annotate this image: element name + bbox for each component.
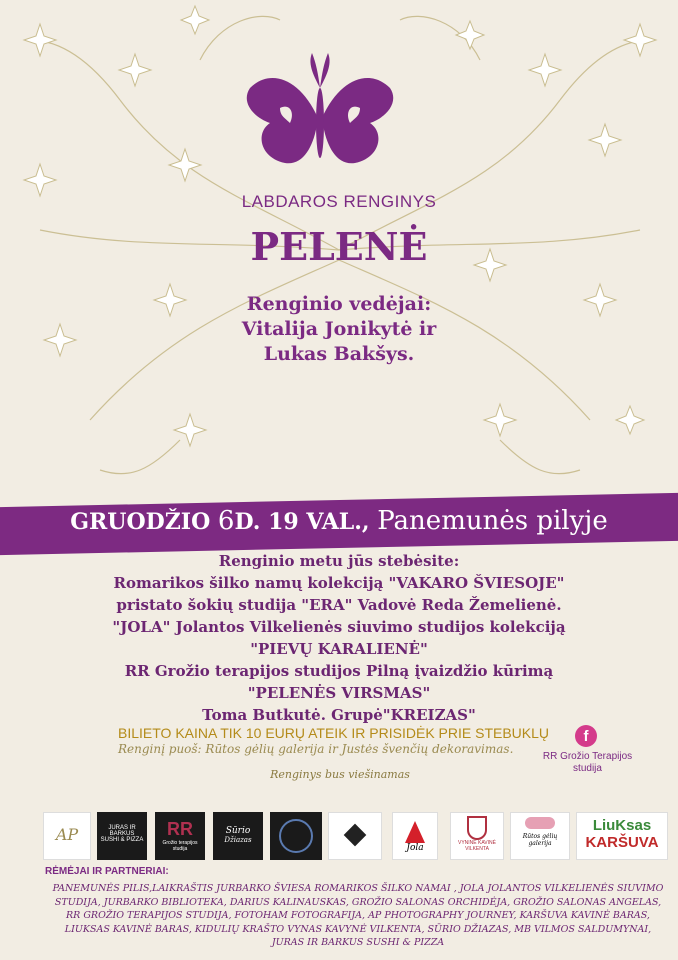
logo-black-mark bbox=[328, 812, 382, 860]
logo-subtext: Grožio terapijos studija bbox=[162, 840, 198, 852]
facebook-name-line: studija bbox=[573, 763, 602, 774]
program-line: RR Grožio terapijos studijos Pilną įvaizdžio kūrimą bbox=[124, 662, 554, 680]
program-line: "PIEVŲ KARALIENĖ" bbox=[250, 640, 428, 658]
partners-heading: RĖMĖJAI IR PARTNERIAI: bbox=[45, 866, 169, 877]
venue: Panemunės pilyje bbox=[377, 506, 608, 536]
logo-jola bbox=[392, 812, 438, 860]
logo-liuksas-karsuva bbox=[576, 812, 668, 860]
logo-vilkenta bbox=[450, 812, 504, 860]
program-line: pristato šokių studija "ERA" Vadovė Reda Žemelienė. bbox=[116, 596, 562, 614]
ticket-price: BILIETO KAINA TIK 10 EURŲ ATEIK IR PRISIDĖK PRIE STEBUKLŲ bbox=[118, 725, 550, 741]
hosts-label: Renginio vedėjai: bbox=[246, 293, 432, 315]
publicity-note: Renginys bus viešinamas bbox=[270, 768, 410, 781]
logo-text: Rūtos gėlių bbox=[522, 833, 558, 840]
logo-ap bbox=[43, 812, 91, 860]
program-line: Renginio metu jūs stebėsite: bbox=[218, 552, 460, 570]
logo-text: Jola bbox=[406, 843, 424, 853]
logo-mark bbox=[344, 824, 367, 847]
logo-subtext: VILKENTA bbox=[465, 846, 489, 852]
facebook-name-line: RR Grožio Terapijos bbox=[542, 751, 633, 762]
event-title: PELENĖ bbox=[250, 224, 428, 269]
flowers-icon bbox=[525, 817, 555, 829]
event-type: LABDAROS RENGINYS bbox=[241, 192, 437, 211]
logo-subtext: KARŠUVA bbox=[585, 834, 659, 851]
hosts-names-1: Vitalija Jonikytė ir bbox=[241, 318, 437, 340]
date-day: 6 bbox=[217, 506, 235, 536]
logo-subtext: galerija bbox=[528, 840, 552, 847]
date-month: GRUODŽIO bbox=[70, 509, 218, 535]
logo-subtext: SUSHI & PIZZA bbox=[100, 837, 144, 843]
logo-juras-barkus bbox=[97, 812, 147, 860]
logo-surio-dziazas bbox=[213, 812, 263, 860]
date-location bbox=[0, 506, 678, 536]
logo-rr bbox=[155, 812, 205, 860]
logo-text: VYNINĖ KAVINĖ bbox=[458, 840, 496, 846]
decor-credit: Renginį puoš: Rūtos gėlių galerija ir Justės švenčių dekoravimas. bbox=[118, 742, 514, 756]
hosts-block bbox=[0, 292, 678, 367]
program-line: Toma Butkutė. Grupė"KREIZAS" bbox=[202, 706, 476, 724]
logo-text: JURAS IR BARKUS bbox=[108, 825, 136, 837]
date-time: D. 19 VAL., bbox=[234, 509, 378, 535]
program-line: Romarikos šilko namų kolekciją "VAKARO ŠVIESOJE" bbox=[113, 574, 565, 592]
logo-subtext: Džiazas bbox=[224, 836, 252, 844]
partners-list: PANEMUNĖS PILIS,LAIKRAŠTIS JURBARKO ŠVIESA ROMARIKOS ŠILKO NAMAI , JOLA JOLANTOS VILKELIENĖS SIUVIMO STUDIJA, JURBARKO BIBLIOTEKA, DARIUS KALINAUSKAS, GROŽIO SALONAS ORCHIDĖJA, GROŽIO SALONAS ANGELAS, RR GROŽIO TERAPIJOS STUDIJA, FOTOHAM FOTOGRAFIJA, AP PHOTOGRAPHY JOURNEY, KARŠUVA KAVINĖ BARAS, LIUKSAS KAVINĖ BARAS, KIDULIŲ KRAŠTO VYNAS KAVYNĖ VILKENTA, SŪRIO DŽIAZAS, MB VILMOS SALDUMYNAI, JURAS IR BARKUS SUSHI & PIZZA bbox=[52, 883, 664, 948]
facebook-page-name[interactable] bbox=[540, 751, 635, 775]
program-line: "PELENĖS VIRSMAS" bbox=[247, 684, 431, 702]
hosts-names-2: Lukas Bakšys. bbox=[263, 343, 415, 365]
logo-rutos-geliu bbox=[510, 812, 570, 860]
logo-text: LiuKsas bbox=[592, 817, 652, 834]
facebook-icon[interactable]: f bbox=[575, 725, 597, 747]
dress-icon bbox=[405, 821, 425, 843]
logo-circle bbox=[270, 812, 322, 860]
logo-text: Sūrio bbox=[225, 826, 251, 836]
logo-mark bbox=[279, 819, 313, 853]
shield-icon bbox=[467, 816, 487, 840]
logo-text: RR bbox=[167, 819, 193, 839]
butterfly-logo-icon bbox=[240, 48, 400, 188]
logo-text: AP bbox=[55, 825, 79, 844]
program-line: "JOLA" Jolantos Vilkelienės siuvimo studijos kolekciją bbox=[112, 618, 566, 636]
